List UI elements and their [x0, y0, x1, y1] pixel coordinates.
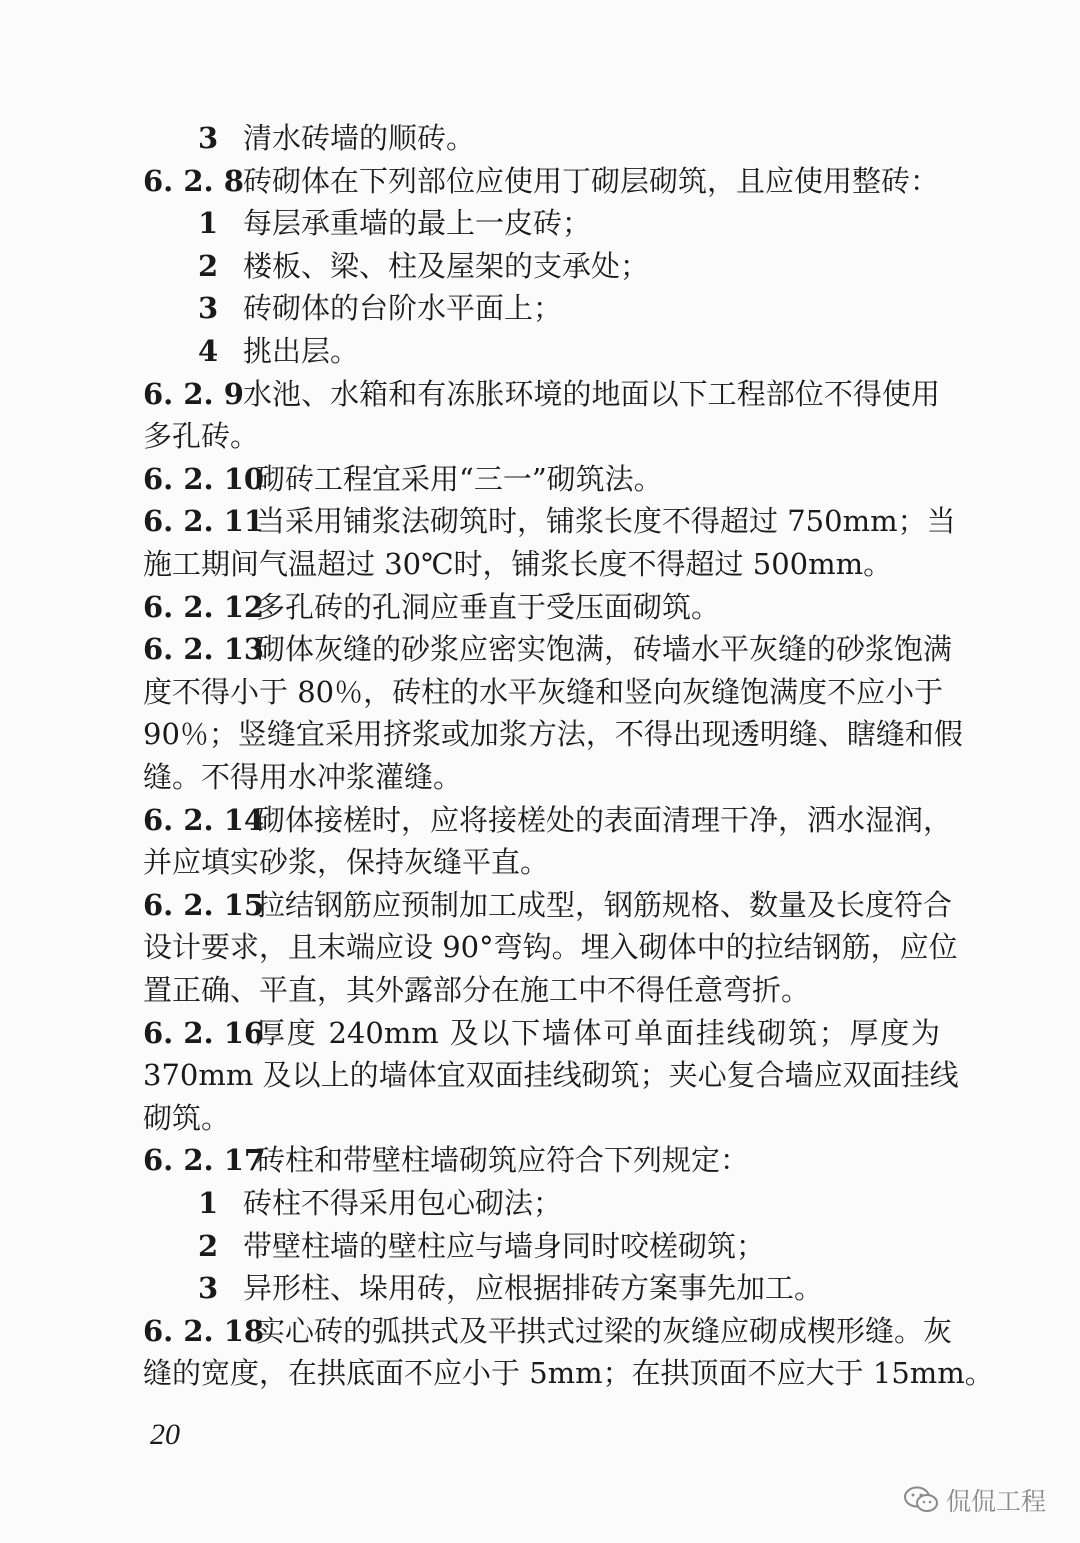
watermark — [904, 1480, 1046, 1520]
line-text: 90％；竖缝宜采用挤浆或加浆方法，不得出现透明缝、瞎缝和假 — [143, 717, 963, 752]
item-number: 3 — [198, 1271, 219, 1306]
text-line — [0, 755, 1080, 799]
text-line — [0, 585, 1080, 629]
text-line — [0, 712, 1080, 756]
text-line — [0, 1011, 1080, 1055]
item-number: 2 — [198, 1228, 219, 1263]
item-number: 1 — [198, 1186, 219, 1220]
clause-number: 6. 2. 18 — [143, 1313, 265, 1348]
text-line — [0, 286, 1080, 330]
line-text: 砖砌体的台阶水平面上； — [243, 291, 563, 326]
line-text: 砌体灰缝的砂浆应密实饱满，砖墙水平灰缝的砂浆饱满 — [256, 632, 953, 667]
line-text: 置正确、平直，其外露部分在施工中不得任意弯折。 — [143, 973, 811, 1007]
text-line — [0, 670, 1080, 714]
line-text: 拉结钢筋应预制加工成型，钢筋规格、数量及长度符合 — [256, 887, 953, 922]
text-line — [0, 159, 1080, 203]
text-line — [0, 1266, 1080, 1310]
text-line — [0, 1138, 1080, 1182]
clause-number: 6. 2. 14 — [143, 802, 265, 837]
clause-number: 6. 2. 12 — [143, 589, 265, 624]
line-text: 水池、水箱和有冻胀环境的地面以下工程部位不得使用 — [243, 376, 940, 411]
clause-number: 6. 2. 17 — [143, 1143, 265, 1178]
line-text: 挑出层。 — [243, 334, 360, 368]
item-number: 3 — [198, 291, 219, 326]
text-line — [0, 1351, 1080, 1395]
line-text: 楼板、梁、柱及屋架的支承处； — [243, 248, 650, 283]
text-line — [0, 329, 1080, 373]
text-line — [0, 968, 1080, 1012]
clause-number: 6. 2. 13 — [143, 632, 265, 667]
line-text: 砖砌体在下列部位应使用丁砌层砌筑，且应使用整砖： — [243, 163, 940, 198]
text-line — [0, 840, 1080, 884]
clause-number: 6. 2. 10 — [143, 461, 265, 496]
clause-number: 6. 2. 8 — [143, 163, 244, 198]
item-number: 3 — [198, 121, 219, 155]
line-text: 设计要求，且末端应设 90°弯钩。埋入砌体中的拉结钢筋，应位 — [143, 930, 958, 965]
line-text: 并应填实砂浆，保持灰缝平直。 — [143, 845, 550, 880]
line-text: 厚度 240mm 及以下墙体可单面挂线砌筑；厚度为 — [256, 1015, 940, 1050]
line-text: 清水砖墙的顺砖。 — [243, 121, 476, 155]
line-text: 多孔砖。 — [143, 419, 260, 454]
text-line — [0, 414, 1080, 458]
line-text: 每层承重墙的最上一皮砖； — [243, 206, 592, 241]
text-line — [0, 1096, 1080, 1140]
text-line — [0, 1309, 1080, 1353]
item-number: 1 — [198, 206, 219, 241]
text-line — [0, 542, 1080, 586]
line-text: 施工期间气温超过 30℃时，铺浆长度不得超过 500mm。 — [143, 547, 893, 581]
item-number: 2 — [198, 248, 219, 283]
line-text: 砖柱和带壁柱墙砌筑应符合下列规定： — [256, 1143, 750, 1178]
text-line — [0, 372, 1080, 416]
wechat-icon — [904, 1486, 938, 1514]
clause-number: 6. 2. 15 — [143, 887, 265, 922]
line-text: 砌体接槎时，应将接槎处的表面清理干净，洒水湿润， — [256, 802, 953, 837]
watermark-text: 侃侃工程 — [945, 1487, 1046, 1516]
line-text: 缝的宽度，在拱底面不应小于 5mm；在拱顶面不应大于 15mm。 — [143, 1356, 994, 1391]
item-number: 4 — [198, 334, 219, 368]
text-line — [0, 1181, 1080, 1225]
line-text: 带壁柱墙的壁柱应与墙身同时咬槎砌筑； — [243, 1228, 766, 1263]
text-line — [0, 499, 1080, 543]
text-line — [0, 883, 1080, 927]
line-text: 370mm 及以上的墙体宜双面挂线砌筑；夹心复合墙应双面挂线 — [143, 1058, 959, 1093]
line-text: 实心砖的弧拱式及平拱式过梁的灰缝应砌成楔形缝。灰 — [256, 1313, 953, 1348]
text-line — [0, 627, 1080, 671]
clause-number: 6. 2. 16 — [143, 1015, 265, 1050]
text-line — [0, 116, 1080, 160]
line-text: 多孔砖的孔洞应垂直于受压面砌筑。 — [256, 589, 721, 624]
line-text: 砌砖工程宜采用“三一”砌筑法。 — [256, 461, 663, 496]
text-line — [0, 201, 1080, 245]
line-text: 异形柱、垛用砖，应根据排砖方案事先加工。 — [243, 1271, 824, 1306]
line-text: 当采用铺浆法砌筑时，铺浆长度不得超过 750mm；当 — [256, 504, 956, 539]
line-text: 度不得小于 80％，砖柱的水平灰缝和竖向灰缝饱满度不应小于 — [143, 674, 944, 709]
line-text: 砖柱不得采用包心砌法； — [243, 1186, 563, 1220]
text-line — [0, 925, 1080, 969]
clause-number: 6. 2. 11 — [143, 504, 265, 539]
line-text: 砌筑。 — [143, 1100, 231, 1135]
text-line — [0, 457, 1080, 501]
page-number: 20 — [150, 1418, 180, 1451]
text-line — [0, 244, 1080, 288]
text-line — [0, 1224, 1080, 1268]
text-line — [0, 798, 1080, 842]
text-line — [0, 1053, 1080, 1097]
clause-number: 6. 2. 9 — [143, 376, 244, 411]
line-text: 缝。不得用水冲浆灌缝。 — [143, 760, 463, 794]
